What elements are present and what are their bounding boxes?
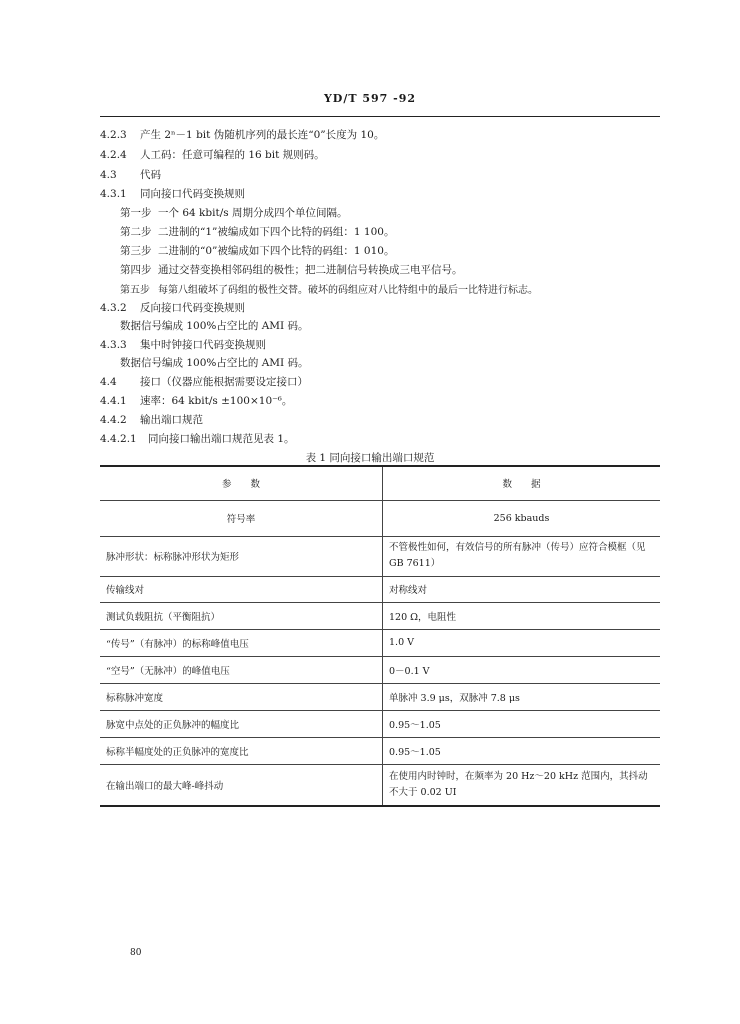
cell-param: 标称半幅度处的正负脉冲的宽度比 xyxy=(100,737,383,764)
table-row xyxy=(100,764,660,806)
table-row xyxy=(100,536,660,576)
table-row xyxy=(100,656,660,683)
step-3: 第三步 二进制的“0”被编成如下四个比特的码组：1 010。 xyxy=(120,245,395,257)
para-4-3-2-body: 数据信号编成 100%占空比的 AMI 码。 xyxy=(120,320,309,332)
spec-table xyxy=(100,465,660,807)
cell-param: 测试负载阻抗（平衡阻抗） xyxy=(100,602,383,629)
header-param: 参 数 xyxy=(100,466,383,500)
para-4-3-3: 4.3.3 集中时钟接口代码变换规则 xyxy=(100,339,266,351)
table-row xyxy=(100,629,660,656)
cell-value: 在使用内时钟时，在频率为 20 Hz～20 kHz 范围内，其抖动不大于 0.02 UI xyxy=(383,764,661,806)
cell-param: “空号”（无脉冲）的峰值电压 xyxy=(100,656,383,683)
cell-value: 1.0 V xyxy=(383,629,661,656)
para-4-4-2-1: 4.4.2.1 同向接口输出端口规范见表 1。 xyxy=(100,433,295,445)
para-4-3-3-body: 数据信号编成 100%占空比的 AMI 码。 xyxy=(120,357,309,369)
para-4-2-4: 4.2.4 人工码：任意可编程的 16 bit 规则码。 xyxy=(100,149,325,161)
table-row xyxy=(100,602,660,629)
table-caption: 表 1 同向接口输出端口规范 xyxy=(305,452,435,464)
para-4-4: 4.4 接口（仪器应能根据需要设定接口） xyxy=(100,376,308,388)
table-header-row xyxy=(100,466,660,500)
cell-value: 120 Ω，电阻性 xyxy=(383,602,661,629)
cell-param: 脉冲形状：标称脉冲形状为矩形 xyxy=(100,536,383,576)
table-row xyxy=(100,683,660,710)
page-number: 80 xyxy=(130,948,142,958)
cell-param: 在输出端口的最大峰-峰抖动 xyxy=(100,764,383,806)
cell-value: 256 kbauds xyxy=(383,500,661,536)
para-4-4-1: 4.4.1 速率：64 kbit/s ±100×10⁻⁶。 xyxy=(100,395,293,407)
cell-param: 标称脉冲宽度 xyxy=(100,683,383,710)
cell-param: 符号率 xyxy=(100,500,383,536)
cell-param: “传号”（有脉冲）的标称峰值电压 xyxy=(100,629,383,656)
table-row xyxy=(100,710,660,737)
step-5: 第五步 每第八组破坏了码组的极性交替。破坏的码组应对八比特组中的最后一比特进行标志。 xyxy=(120,285,538,296)
para-4-3: 4.3 代码 xyxy=(100,169,161,181)
para-4-3-2: 4.3.2 反向接口代码变换规则 xyxy=(100,302,245,314)
cell-param: 脉宽中点处的正负脉冲的幅度比 xyxy=(100,710,383,737)
cell-param: 传输线对 xyxy=(100,576,383,602)
para-4-2-3: 4.2.3 产生 2ⁿ－1 bit 伪随机序列的最长连“0”长度为 10。 xyxy=(100,129,385,141)
cell-value: 0－0.1 V xyxy=(383,656,661,683)
cell-value: 对称线对 xyxy=(383,576,661,602)
header-data: 数 据 xyxy=(383,466,661,500)
para-4-4-2: 4.4.2 输出端口规范 xyxy=(100,414,203,426)
cell-value: 0.95～1.05 xyxy=(383,737,661,764)
page-header: YD/T 597 -92 xyxy=(323,92,417,105)
step-1: 第一步 一个 64 kbit/s 周期分成四个单位间隔。 xyxy=(120,207,348,219)
table-row xyxy=(100,737,660,764)
table-row xyxy=(100,576,660,602)
step-2: 第二步 二进制的“1”被编成如下四个比特的码组：1 100。 xyxy=(120,226,395,238)
cell-value: 单脉冲 3.9 μs，双脉冲 7.8 μs xyxy=(383,683,661,710)
cell-value: 0.95～1.05 xyxy=(383,710,661,737)
cell-value: 不管极性如何，有效信号的所有脉冲（传号）应符合模框（见 GB 7611） xyxy=(383,536,661,576)
header-rule xyxy=(100,116,660,117)
para-4-3-1: 4.3.1 同向接口代码变换规则 xyxy=(100,188,245,200)
table-row xyxy=(100,500,660,536)
step-4: 第四步 通过交替变换相邻码组的极性；把二进制信号转换成三电平信号。 xyxy=(120,264,463,276)
